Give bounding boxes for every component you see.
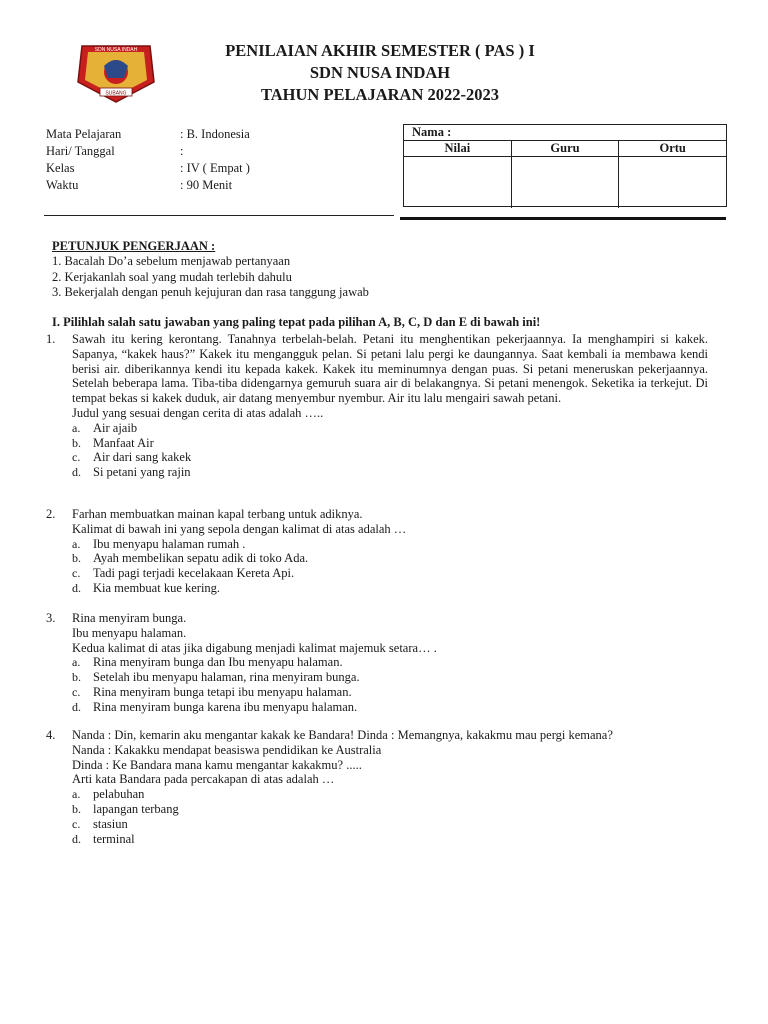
- option-b[interactable]: b. Ayah membelikan sepatu adik di toko Ada.: [72, 551, 309, 566]
- nilai-cell: [404, 157, 512, 208]
- option-c[interactable]: c. Air dari sang kakek: [72, 450, 192, 465]
- divider-right: [400, 217, 726, 220]
- info-value: : IV ( Empat ): [180, 161, 250, 175]
- school-logo: [74, 36, 158, 106]
- logo-bottom-text: SUBANG: [105, 90, 127, 97]
- info-value: : B. Indonesia: [180, 127, 250, 141]
- question-4: [46, 728, 708, 846]
- question-paragraph: Sawah itu kering kerontang. Tanahnya terbelah-belah. Petani itu menghentikan pekerjaannya. Ia menghampiri si kakek. Sapanya, “kakek haus?” Kakek itu mengangguk pelan. Si petani lalu pergi ke daungannya. Saat kembali ia membawa kendi berisi air. diberikannya kendi itu kepada kakek. Kakek itu meminumnya dengan puas. Si petani meneruskan pekerjaannya. Setelah beberapa lama. Tiba-tiba didengarnya gemuruh suara air di belakangnya. Si petani menengok. Seketika ia terkejut. Di tempat bekas si kakek duduk, air datang menyembur nyembur. Air itu lalu mengairi sawah petani.: [72, 332, 708, 406]
- info-label: Kelas: [46, 161, 75, 175]
- question-line: Dinda : Ke Bandara mana kamu mengantar kakakmu? .....: [72, 757, 362, 772]
- instructions-title: PETUNJUK PENGERJAAN :: [52, 239, 216, 253]
- info-row-date: [46, 143, 360, 160]
- option-c[interactable]: c. stasiun: [72, 816, 128, 831]
- question-number: 3.: [46, 611, 56, 625]
- name-score-table: [403, 124, 727, 207]
- question-2: [46, 507, 708, 596]
- score-header-row: [404, 141, 726, 157]
- exam-info: [46, 126, 360, 194]
- option-b[interactable]: b. lapangan terbang: [72, 801, 179, 816]
- section-title: I. Pilihlah salah satu jawaban yang paling tepat pada pilihan A, B, C, D dan E di bawah ini!: [52, 315, 541, 329]
- info-row-time: [46, 177, 360, 194]
- question-prompt: Kalimat di bawah ini yang sepola dengan kalimat di atas adalah …: [72, 521, 407, 536]
- question-number: 2.: [46, 507, 56, 521]
- question-line: Farhan membuatkan mainan kapal terbang untuk adiknya.: [72, 507, 363, 521]
- instructions-list: [52, 254, 369, 301]
- question-1: [46, 332, 708, 480]
- option-a[interactable]: a. Rina menyiram bunga dan Ibu menyapu halaman.: [72, 655, 343, 670]
- ortu-cell: [619, 157, 726, 208]
- question-line: Nanda : Kakakku mendapat beasiswa pendidikan ke Australia: [72, 742, 382, 757]
- question-line: Nanda : Din, kemarin aku mengantar kakak ke Bandara! Dinda : Memangnya, kakakmu mau pergi kemana?: [72, 728, 613, 742]
- option-a[interactable]: a. Ibu menyapu halaman rumah .: [72, 536, 246, 551]
- logo-top-text: SDN NUSA INDAH: [94, 47, 138, 53]
- option-d[interactable]: d. Rina menyiram bunga karena ibu menyapu halaman.: [72, 699, 358, 714]
- divider-left: [44, 215, 394, 216]
- col-ortu: Ortu: [659, 141, 686, 155]
- info-label: Waktu: [46, 178, 79, 192]
- info-value: :: [180, 144, 184, 158]
- name-label: Nama :: [404, 125, 726, 141]
- info-label: Hari/ Tanggal: [46, 144, 115, 158]
- col-guru: Guru: [512, 141, 620, 156]
- question-number: 4.: [46, 728, 56, 742]
- instruction-item: 3. Bekerjalah dengan penuh kejujuran dan rasa tanggung jawab: [52, 285, 369, 299]
- question-prompt: Judul yang sesuai dengan cerita di atas adalah …..: [72, 405, 324, 420]
- header-school: SDN NUSA INDAH: [309, 63, 451, 82]
- col-nilai: Nilai: [404, 141, 512, 156]
- info-label: Mata Pelajaran: [46, 127, 122, 141]
- option-d[interactable]: d. Si petani yang rajin: [72, 465, 191, 480]
- question-line: Rina menyiram bunga.: [72, 611, 187, 625]
- option-a[interactable]: a. pelabuhan: [72, 787, 145, 802]
- option-b[interactable]: b. Setelah ibu menyapu halaman, rina menyiram bunga.: [72, 670, 360, 685]
- question-prompt: Kedua kalimat di atas jika digabung menjadi kalimat majemuk setara… .: [72, 640, 437, 655]
- header-title: PENILAIAN AKHIR SEMESTER ( PAS ) I: [225, 41, 535, 60]
- instruction-item: 2. Kerjakanlah soal yang mudah terlebih dahulu: [52, 269, 292, 284]
- header-year: TAHUN PELAJARAN 2022-2023: [260, 85, 500, 104]
- option-d[interactable]: d. terminal: [72, 831, 135, 846]
- exam-header: [160, 40, 600, 106]
- info-row-class: [46, 160, 360, 177]
- question-line: Ibu menyapu halaman.: [72, 625, 187, 640]
- guru-cell: [512, 157, 620, 208]
- option-c[interactable]: c. Tadi pagi terjadi kecelakaan Kereta Api.: [72, 566, 295, 581]
- option-d[interactable]: d. Kia membuat kue kering.: [72, 580, 221, 595]
- question-prompt: Arti kata Bandara pada percakapan di atas adalah …: [72, 772, 335, 787]
- option-c[interactable]: c. Rina menyiram bunga tetapi ibu menyapu halaman.: [72, 684, 352, 699]
- info-value: : 90 Menit: [180, 178, 233, 192]
- question-3: [46, 611, 708, 715]
- option-a[interactable]: a. Air ajaib: [72, 420, 138, 435]
- question-number: 1.: [46, 332, 56, 346]
- instruction-item: 1. Bacalah Do’a sebelum menjawab pertanyaan: [52, 254, 291, 268]
- option-b[interactable]: b. Manfaat Air: [72, 435, 154, 450]
- info-row-subject: [46, 126, 360, 143]
- score-body-row: [404, 157, 726, 208]
